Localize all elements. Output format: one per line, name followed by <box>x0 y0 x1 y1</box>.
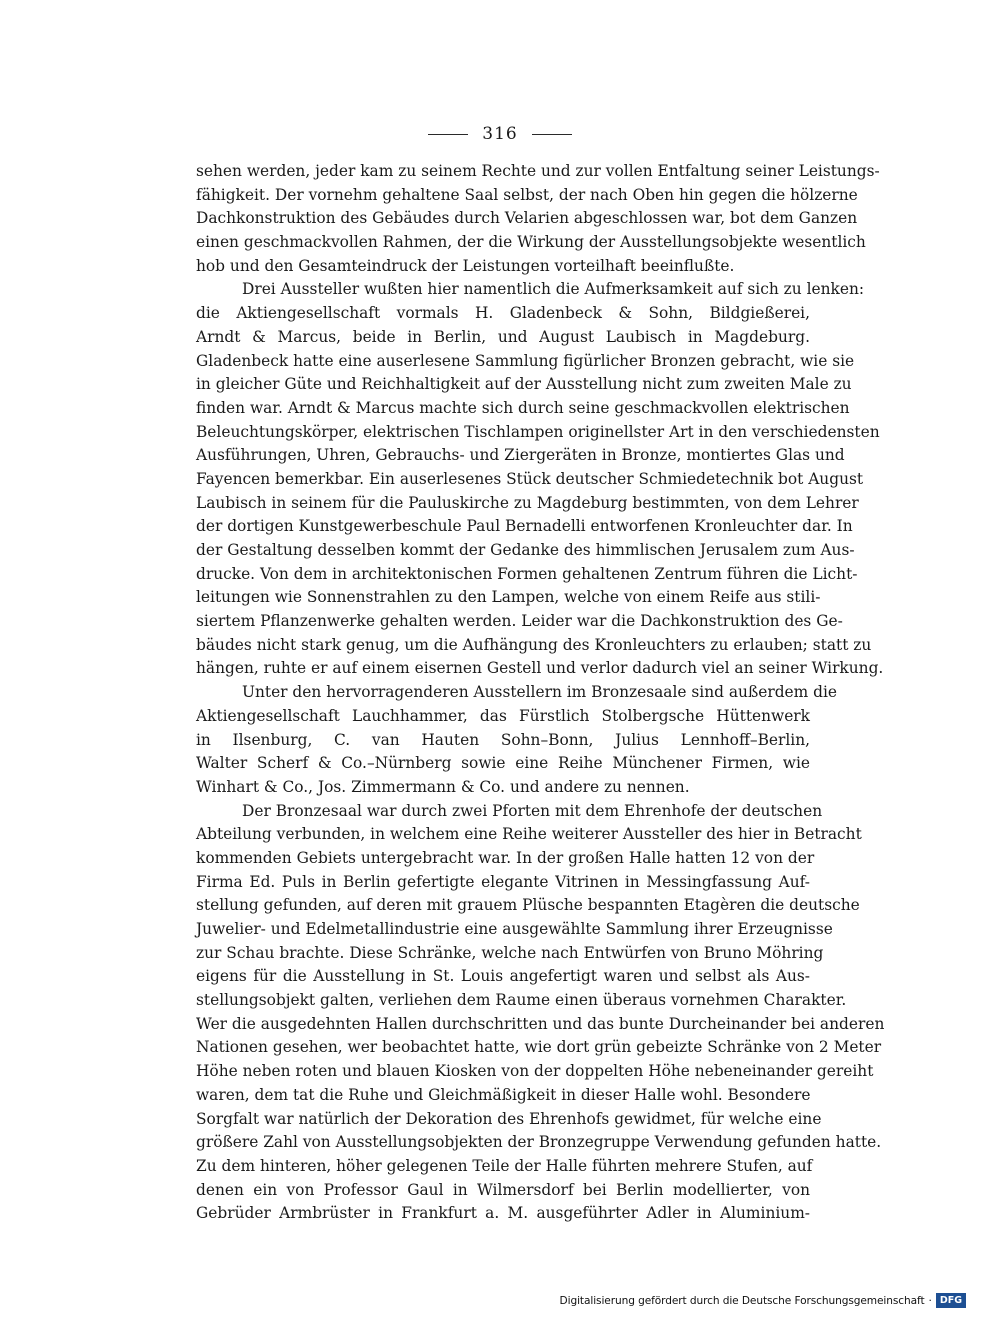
text-line: Gebrüder Armbrüster in Frankfurt a. M. ausgeführter Adler in Aluminium- <box>196 1204 810 1223</box>
text-line: kommenden Gebiets untergebracht war. In der großen Halle hatten 12 von der <box>196 848 815 867</box>
text-line: Firma Ed. Puls in Berlin gefertigte elegante Vitrinen in Messingfassung Auf- <box>196 872 810 891</box>
dfg-logo-icon: DFG <box>936 1293 966 1308</box>
text-line: waren, dem tat die Ruhe und Gleichmäßigkeit in dieser Halle wohl. Besondere <box>196 1085 811 1104</box>
text-line: leitungen wie Sonnenstrahlen zu den Lampen, welche von einem Reife aus stili- <box>196 588 821 607</box>
text-line: Walter Scherf & Co.–Nürnberg sowie eine Reihe Münchener Firmen, wie <box>196 754 810 773</box>
header-rule-left <box>428 134 468 135</box>
text-line: der dortigen Kunstgewerbeschule Paul Bernadelli entworfenen Kronleuchter dar. In <box>196 517 853 536</box>
text-line: in gleicher Güte und Reichhaltigkeit auf der Ausstellung nicht zum zweiten Male zu <box>196 375 852 394</box>
text-line: Nationen gesehen, wer beobachtet hatte, wie dort grün gebeizte Schränke von 2 Meter <box>196 1038 882 1057</box>
text-line: stellungsobjekt galten, verliehen dem Raume einen überaus vornehmen Charakter. <box>196 991 847 1010</box>
text-line: Zu dem hinteren, höher gelegenen Teile der Halle führten mehrere Stufen, auf <box>196 1156 813 1175</box>
page-number: 316 <box>482 124 518 144</box>
text-line: größere Zahl von Ausstellungsobjekten der Bronzegruppe Verwendung gefunden hatte. <box>196 1133 882 1152</box>
text-line: zur Schau brachte. Diese Schränke, welche nach Entwürfen von Bruno Möhring <box>196 943 824 962</box>
text-line: finden war. Arndt & Marcus machte sich durch seine geschmackvollen elektrischen <box>196 398 850 417</box>
text-line: Der Bronzesaal war durch zwei Pforten mit dem Ehrenhofe der deutschen <box>242 801 823 820</box>
text-line: in Ilsenburg, C. van Hauten Sohn–Bonn, Julius Lennhoff–Berlin, <box>196 730 810 749</box>
text-line: drucke. Von dem in architektonischen Formen gehaltenen Zentrum führen die Licht- <box>196 564 858 583</box>
text-line: eigens für die Ausstellung in St. Louis angefertigt waren und selbst als Aus- <box>196 967 810 986</box>
text-line: siertem Pflanzenwerke gehalten werden. Leider war die Dachkonstruktion des Ge- <box>196 612 843 631</box>
text-line: Laubisch in seinem für die Pauluskirche zu Magdeburg bestimmten, von dem Lehrer <box>196 493 859 512</box>
text-line: denen ein von Professor Gaul in Wilmersdorf bei Berlin modellierter, von <box>196 1180 810 1199</box>
text-line: Beleuchtungskörper, elektrischen Tischlampen originellster Art in den verschiedensten <box>196 422 880 441</box>
text-line: Winhart & Co., Jos. Zimmermann & Co. und andere zu nennen. <box>196 777 690 796</box>
text-line: bäudes nicht stark genug, um die Aufhängung des Kronleuchters zu erlauben; statt zu <box>196 635 872 654</box>
text-line: Unter den hervorragenderen Ausstellern im Bronzesaale sind außerdem die <box>242 683 838 702</box>
text-line: Gladenbeck hatte eine auserlesene Sammlung figürlicher Bronzen gebracht, wie sie <box>196 351 855 370</box>
text-line: Aktiengesellschaft Lauchhammer, das Fürstlich Stolbergsche Hüttenwerk <box>196 706 810 725</box>
text-line: hängen, ruhte er auf einem eisernen Gestell und verlor dadurch viel an seiner Wirkung. <box>196 659 884 678</box>
text-line: Wer die ausgedehnten Hallen durchschritten und das bunte Durcheinander bei anderen <box>196 1014 885 1033</box>
text-line: fähigkeit. Der vornehm gehaltene Saal selbst, der nach Oben hin gegen die hölzerne <box>196 185 858 204</box>
text-line: Drei Aussteller wußten hier namentlich die Aufmerksamkeit auf sich zu lenken: <box>242 280 865 299</box>
text-line: Fayencen bemerkbar. Ein auserlesenes Stück deutscher Schmiedetechnik bot August <box>196 469 864 488</box>
text-line: einen geschmackvollen Rahmen, der die Wirkung der Ausstellungsobjekte wesentlich <box>196 233 866 252</box>
footer-credit-text: Digitalisierung gefördert durch die Deutsche Forschungsgemeinschaft <box>559 1294 925 1307</box>
footer-credit <box>560 1293 966 1308</box>
text-line: Sorgfalt war natürlich der Dekoration des Ehrenhofs gewidmet, für welche eine <box>196 1109 822 1128</box>
text-line: sehen werden, jeder kam zu seinem Rechte und zur vollen Entfaltung seiner Leistungs- <box>196 162 880 180</box>
text-line: hob und den Gesamteindruck der Leistungen vorteilhaft beeinflußte. <box>196 256 735 275</box>
text-line: Abteilung verbunden, in welchem eine Reihe weiterer Aussteller des hier in Betracht <box>196 825 862 844</box>
text-line: die Aktiengesellschaft vormals H. Gladenbeck & Sohn, Bildgießerei, <box>196 304 810 323</box>
text-line: Dachkonstruktion des Gebäudes durch Velarien abgeschlossen war, bot dem Ganzen <box>196 209 858 228</box>
text-line: Ausführungen, Uhren, Gebrauchs- und Ziergeräten in Bronze, montiertes Glas und <box>196 446 845 465</box>
page-header <box>0 124 1000 144</box>
text-line: Arndt & Marcus, beide in Berlin, und August Laubisch in Magdeburg. <box>196 327 810 346</box>
text-line: Juwelier- und Edelmetallindustrie eine ausgewählte Sammlung ihrer Erzeugnisse <box>196 920 833 938</box>
text-line: stellung gefunden, auf deren mit grauem Plüsche bespannten Etagèren die deutsche <box>196 896 860 915</box>
text-line: der Gestaltung desselben kommt der Gedanke des himmlischen Jerusalem zum Aus- <box>196 541 855 559</box>
text-line: Höhe neben roten und blauen Kiosken von der doppelten Höhe nebeneinander gereiht <box>196 1062 874 1081</box>
header-rule-right <box>532 134 572 135</box>
footer-separator: · <box>928 1294 932 1307</box>
body-text <box>196 160 885 1226</box>
